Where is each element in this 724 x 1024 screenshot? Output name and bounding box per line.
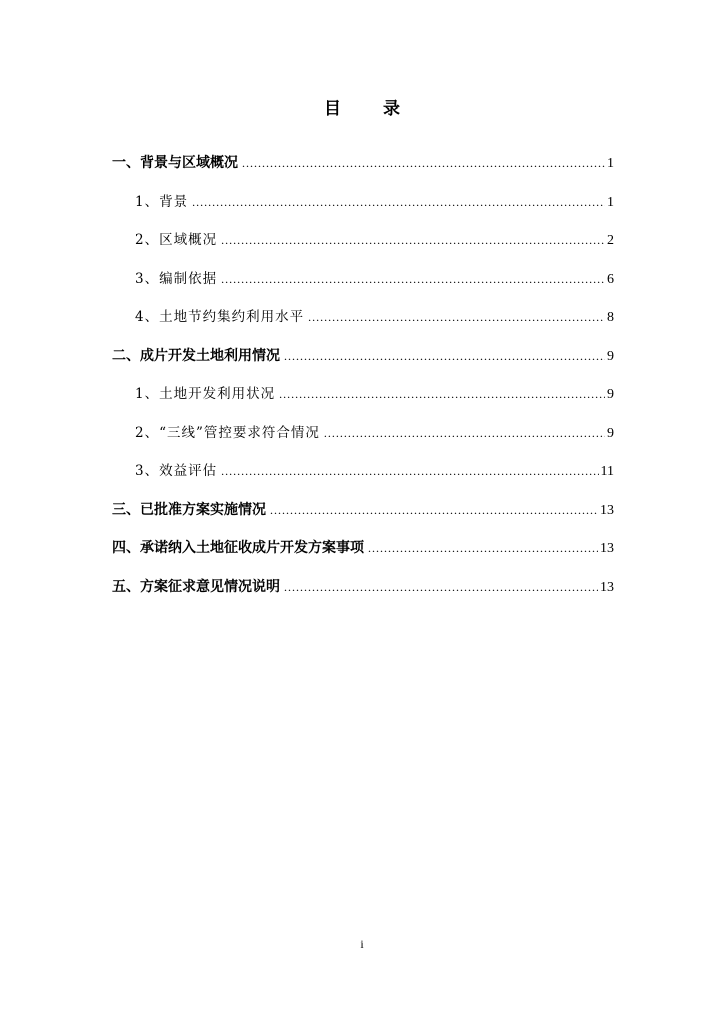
toc-entry-1-3[interactable]: [112, 268, 614, 307]
toc-entry-label: 四、承诺纳入土地征收成片开发方案事项: [112, 540, 364, 556]
toc-entry-label: 一、背景与区域概况: [112, 155, 238, 171]
toc-entry-page: 8: [607, 310, 614, 325]
toc-leader-dots: [324, 422, 605, 444]
toc-entry-label: 4、土地节约集约利用水平: [135, 309, 305, 325]
toc-entry-page: 9: [607, 387, 614, 402]
toc-entry-2-2[interactable]: [112, 422, 614, 461]
toc-leader-dots: [284, 576, 598, 598]
toc-leader-dots: [192, 191, 605, 213]
toc-leader-dots: [270, 499, 598, 521]
toc-leader-dots: [368, 537, 598, 559]
toc-entry-page: 9: [607, 425, 614, 441]
toc-entry-page: 9: [607, 348, 614, 364]
toc-entry-label: 五、方案征求意见情况说明: [112, 578, 280, 595]
toc-leader-dots: [308, 306, 605, 328]
toc-entry-label: 3、效益评估: [135, 463, 218, 479]
toc-entry-label: 1、土地开发利用状况: [135, 386, 276, 402]
toc-entry-2-3[interactable]: [112, 460, 614, 499]
toc-leader-dots: [221, 460, 598, 482]
toc-entry-section-4[interactable]: [112, 537, 614, 576]
toc-entry-section-3[interactable]: [112, 499, 614, 538]
toc-entry-page: 13: [600, 579, 614, 595]
table-of-contents: [112, 152, 614, 614]
toc-entry-page: 1: [607, 194, 614, 210]
page-number: i: [360, 937, 364, 951]
toc-entry-label: 2、区域概况: [135, 232, 218, 248]
toc-entry-section-1[interactable]: [112, 152, 614, 191]
toc-entry-page: 1: [607, 156, 614, 171]
toc-entry-1-1[interactable]: [112, 191, 614, 230]
page-title: 目 录: [324, 99, 418, 119]
toc-entry-page: 2: [607, 233, 614, 248]
toc-entry-label: 3、编制依据: [135, 270, 218, 287]
toc-entry-label: 1、背景: [135, 193, 189, 210]
toc-entry-2-1[interactable]: [112, 383, 614, 422]
toc-entry-page: 6: [607, 271, 614, 287]
toc-entry-section-2[interactable]: [112, 345, 614, 384]
toc-entry-section-5[interactable]: [112, 576, 614, 615]
toc-entry-page: 11: [600, 464, 614, 479]
toc-entry-label: 二、成片开发土地利用情况: [112, 347, 280, 364]
toc-leader-dots: [221, 229, 605, 251]
toc-entry-1-2[interactable]: [112, 229, 614, 268]
toc-entry-label: 三、已批准方案实施情况: [112, 501, 266, 518]
toc-entry-page: 13: [600, 502, 614, 518]
toc-leader-dots: [221, 268, 605, 290]
toc-leader-dots: [284, 345, 605, 367]
toc-entry-label: 2、“三线”管控要求符合情况: [135, 424, 320, 441]
toc-leader-dots: [242, 152, 605, 174]
toc-entry-page: 13: [600, 541, 614, 556]
toc-leader-dots: [279, 383, 605, 405]
toc-entry-1-4[interactable]: [112, 306, 614, 345]
